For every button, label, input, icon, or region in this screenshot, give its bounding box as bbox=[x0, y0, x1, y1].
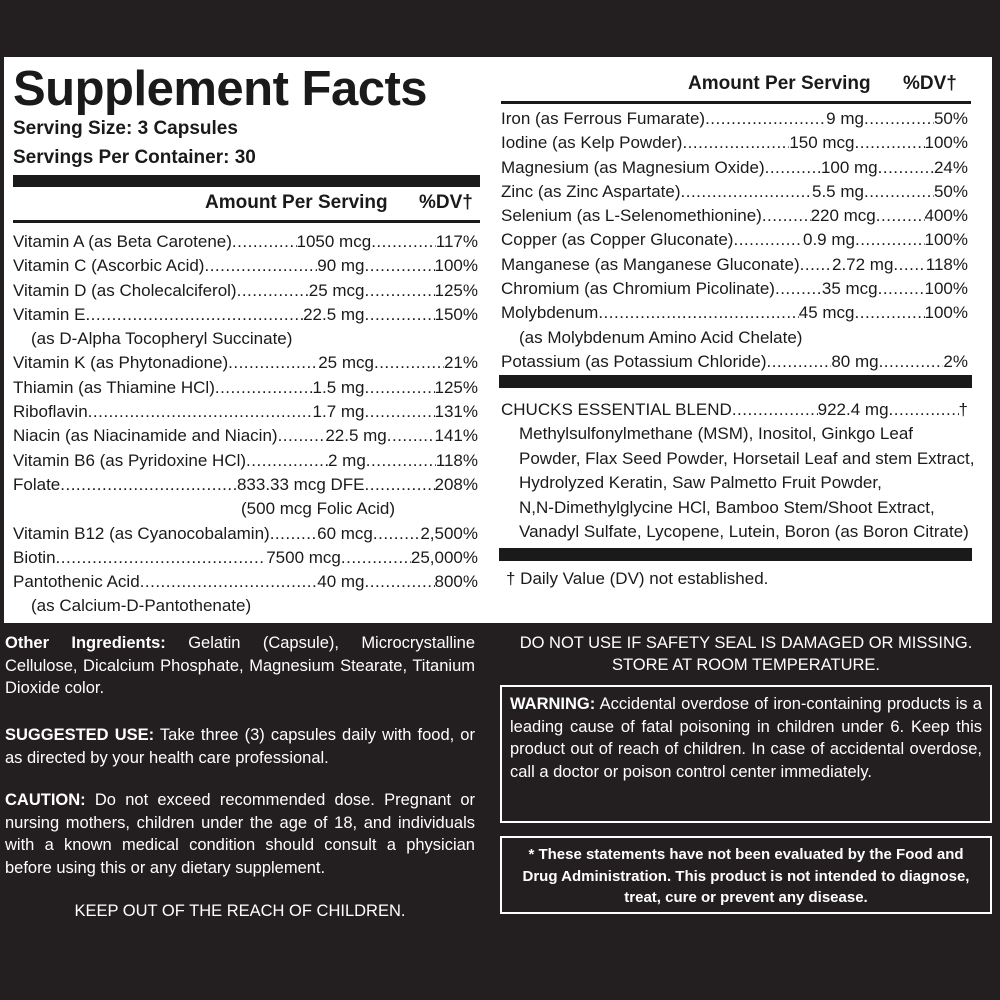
blend-name: CHUCKS ESSENTIAL BLEND bbox=[501, 400, 732, 419]
dv-footnote: † Daily Value (DV) not established. bbox=[506, 569, 769, 588]
nutrient-dv: 100% bbox=[924, 133, 968, 153]
nutrient-amount: 25 mcg bbox=[308, 280, 365, 300]
nutrient-row bbox=[501, 156, 968, 180]
nutrient-amount: 2.72 mg bbox=[831, 254, 894, 274]
nutrient-dv: 100% bbox=[924, 279, 968, 299]
nutrient-dv: 118% bbox=[925, 254, 968, 274]
nutrient-amount: 22.5 mg bbox=[303, 304, 365, 324]
blend-dv: † bbox=[958, 400, 968, 419]
nutrient-amount: 220 mcg bbox=[810, 206, 876, 226]
nutrient-row bbox=[13, 230, 478, 254]
dv-header-right: %DV† bbox=[903, 73, 957, 94]
nutrient-amount: 833.33 mcg DFE bbox=[236, 474, 365, 494]
nutrient-name: Folate bbox=[13, 474, 61, 494]
nutrient-name: Chromium (as Chromium Picolinate) bbox=[501, 279, 775, 299]
nutrient-amount: 35 mcg bbox=[821, 279, 878, 299]
right-nutrient-list bbox=[501, 107, 968, 374]
proprietary-blend bbox=[501, 398, 975, 545]
dv-header-left: %DV† bbox=[419, 192, 473, 213]
nutrient-row bbox=[501, 253, 968, 277]
nutrient-name: Magnesium (as Magnesium Oxide) bbox=[501, 157, 765, 177]
nutrient-dv: 24% bbox=[933, 157, 968, 177]
blend-ingredient-line: N,N-Dimethylglycine HCl, Bamboo Stem/Shoot Extract, bbox=[519, 497, 935, 517]
nutrient-amount: 1.5 mg bbox=[312, 377, 365, 397]
nutrient-row bbox=[501, 277, 968, 301]
fda-disclaimer-box: * These statements have not been evaluated by the Food and Drug Administration. This product is not intended to diagnose, treat, cure or prevent any disease. bbox=[500, 836, 992, 914]
caution-label: CAUTION: bbox=[5, 791, 86, 809]
nutrient-row bbox=[13, 449, 478, 473]
nutrient-dv: 25,000% bbox=[410, 547, 478, 567]
suggested-use bbox=[5, 724, 475, 769]
nutrient-name: Zinc (as Zinc Aspartate) bbox=[501, 181, 681, 201]
amount-header-left: Amount Per Serving bbox=[205, 192, 388, 213]
blend-ingredient-line: Powder, Flax Seed Powder, Horsetail Leaf and stem Extract, bbox=[519, 448, 975, 468]
nutrient-amount: 150 mcg bbox=[789, 133, 855, 153]
nutrient-row bbox=[13, 473, 478, 497]
nutrient-name: Vitamin D (as Cholecalciferol) bbox=[13, 280, 237, 300]
nutrient-name: Vitamin C (Ascorbic Acid) bbox=[13, 256, 205, 276]
nutrient-name: Niacin (as Niacinamide and Niacin) bbox=[13, 426, 278, 446]
other-ingredients-label: Other Ingredients: bbox=[5, 634, 166, 652]
nutrient-name: Vitamin B6 (as Pyridoxine HCl) bbox=[13, 450, 247, 470]
nutrient-dv: 50% bbox=[933, 109, 968, 128]
nutrient-dv: 100% bbox=[434, 256, 478, 276]
nutrient-source-note: (as Molybdenum Amino Acid Chelate) bbox=[519, 327, 803, 347]
panel-title: Supplement Facts bbox=[13, 62, 428, 116]
nutrient-row bbox=[501, 301, 968, 325]
nutrient-source-note: (as Calcium-D-Pantothenate) bbox=[31, 596, 252, 616]
nutrient-dv: 2,500% bbox=[420, 523, 478, 543]
nutrient-dv: 21% bbox=[443, 353, 478, 373]
nutrient-row bbox=[13, 279, 478, 303]
nutrient-name: Riboflavin bbox=[13, 402, 88, 422]
nutrient-row bbox=[13, 400, 478, 424]
nutrient-row bbox=[501, 228, 968, 252]
nutrient-row bbox=[501, 131, 968, 155]
nutrient-name: Thiamin (as Thiamine HCl) bbox=[13, 377, 215, 397]
nutrient-amount: 0.9 mg bbox=[803, 230, 855, 250]
supplement-facts-panel bbox=[4, 57, 992, 623]
nutrient-amount: 60 mcg bbox=[317, 523, 373, 543]
nutrient-dv: 50% bbox=[933, 181, 968, 201]
servings-per-container: Servings Per Container: 30 bbox=[13, 147, 256, 168]
nutrient-name: Potassium (as Potassium Chloride) bbox=[501, 351, 767, 371]
nutrient-amount: 45 mcg bbox=[798, 303, 855, 323]
nutrient-dv: 100% bbox=[924, 303, 968, 323]
nutrient-name: Manganese (as Manganese Gluconate) bbox=[501, 254, 800, 274]
nutrient-amount: 1050 mcg bbox=[296, 232, 372, 251]
nutrient-name: Vitamin A (as Beta Carotene) bbox=[13, 232, 232, 251]
nutrient-dv: 208% bbox=[434, 474, 478, 494]
serving-size: Serving Size: 3 Capsules bbox=[13, 118, 238, 139]
nutrient-amount: 40 mg bbox=[317, 572, 365, 592]
nutrient-name: Copper (as Copper Gluconate) bbox=[501, 230, 734, 250]
nutrient-dv: 131% bbox=[434, 402, 478, 422]
divider-bar bbox=[13, 175, 480, 187]
other-ingredients bbox=[5, 632, 475, 700]
storage-notice: STORE AT ROOM TEMPERATURE. bbox=[611, 656, 880, 674]
nutrient-row bbox=[13, 424, 478, 448]
nutrient-name: Iron (as Ferrous Fumarate) bbox=[501, 109, 706, 128]
nutrient-amount: 80 mg bbox=[831, 351, 879, 371]
warning-text: Accidental overdose of iron-containing products is a leading cause of fatal poisoning in children under 6. Keep this product out of reach of children. In case of accidental overdose, call a doctor or poison control center immediately. bbox=[510, 695, 982, 781]
nutrient-row bbox=[13, 570, 478, 594]
suggested-use-text: Take three (3) capsules daily with food, or as directed by your health care professional. bbox=[5, 726, 475, 767]
nutrient-row bbox=[501, 350, 968, 374]
nutrient-row bbox=[13, 522, 478, 546]
nutrient-dv: 118% bbox=[435, 450, 478, 470]
blend-amount: 922.4 mg bbox=[817, 400, 889, 419]
amount-header-right: Amount Per Serving bbox=[688, 73, 871, 94]
nutrient-amount: 22.5 mg bbox=[325, 426, 387, 446]
nutrient-dv: 150% bbox=[434, 304, 478, 324]
nutrient-row bbox=[501, 107, 968, 131]
nutrient-name: Iodine (as Kelp Powder) bbox=[501, 133, 683, 153]
caution-text: Do not exceed recommended dose. Pregnant or nursing mothers, children under the age of 18, and individuals with a known medical condition should consult a physician before using this or any dietary supplement. bbox=[5, 791, 475, 877]
nutrient-dv: 117% bbox=[435, 232, 478, 251]
nutrient-source-note: (as D-Alpha Tocopheryl Succinate) bbox=[31, 329, 293, 349]
warning-box bbox=[500, 685, 992, 823]
nutrient-dv: 141% bbox=[434, 426, 478, 446]
nutrient-amount: 90 mg bbox=[317, 256, 365, 276]
nutrient-name: Molybdenum bbox=[501, 303, 599, 323]
other-ingredients-text: Gelatin (Capsule), Microcrystalline Cellulose, Dicalcium Phosphate, Magnesium Stearate, Titanium Dioxide color. bbox=[5, 634, 476, 697]
divider-line bbox=[501, 101, 971, 104]
nutrient-row bbox=[13, 303, 478, 327]
suggested-use-label: SUGGESTED USE: bbox=[5, 726, 155, 744]
nutrient-amount: 5.5 mg bbox=[811, 181, 864, 201]
nutrient-source-note: (500 mcg Folic Acid) bbox=[241, 499, 395, 519]
divider-bar bbox=[499, 375, 972, 388]
nutrient-row bbox=[501, 204, 968, 228]
nutrient-amount: 7500 mcg bbox=[266, 547, 341, 567]
nutrient-amount: 9 mg bbox=[826, 109, 864, 128]
blend-ingredient-line: Vanadyl Sulfate, Lycopene, Lutein, Boron (as Boron Citrate) bbox=[519, 522, 969, 542]
divider-line bbox=[13, 220, 480, 223]
nutrient-dv: 100% bbox=[924, 230, 968, 250]
nutrient-dv: 125% bbox=[434, 377, 478, 397]
divider-bar bbox=[499, 548, 972, 561]
nutrient-name: Vitamin B12 (as Cyanocobalamin) bbox=[13, 523, 270, 543]
nutrient-dv: 125% bbox=[434, 280, 478, 300]
nutrient-name: Selenium (as L-Selenomethionine) bbox=[501, 206, 762, 226]
nutrient-dv: 800% bbox=[434, 572, 478, 592]
blend-ingredient-line: Methylsulfonylmethane (MSM), Inositol, Ginkgo Leaf bbox=[519, 424, 914, 444]
keep-out-notice: KEEP OUT OF THE REACH OF CHILDREN. bbox=[74, 902, 406, 920]
nutrient-name: Biotin bbox=[13, 547, 56, 567]
nutrient-dv: 400% bbox=[924, 206, 968, 226]
warning-label: WARNING: bbox=[510, 695, 596, 713]
nutrient-amount: 2 mg bbox=[327, 450, 366, 470]
nutrient-row bbox=[501, 180, 968, 204]
blend-row bbox=[501, 398, 968, 422]
nutrient-amount: 25 mcg bbox=[318, 353, 374, 373]
nutrient-row bbox=[13, 546, 478, 570]
nutrient-row bbox=[13, 351, 478, 375]
nutrient-dv: 2% bbox=[943, 351, 968, 371]
nutrient-name: Vitamin K (as Phytonadione) bbox=[13, 353, 229, 373]
nutrient-name: Vitamin E bbox=[13, 304, 86, 324]
nutrient-name: Pantothenic Acid bbox=[13, 572, 140, 592]
blend-ingredient-line: Hydrolyzed Keratin, Saw Palmetto Fruit Powder, bbox=[519, 473, 882, 493]
left-nutrient-list bbox=[13, 230, 478, 619]
nutrient-amount: 100 mg bbox=[820, 157, 878, 177]
caution bbox=[5, 789, 475, 879]
nutrient-row bbox=[13, 254, 478, 278]
seal-notice: DO NOT USE IF SAFETY SEAL IS DAMAGED OR MISSING. bbox=[519, 634, 973, 652]
nutrient-amount: 1.7 mg bbox=[312, 402, 365, 422]
nutrient-row bbox=[13, 376, 478, 400]
